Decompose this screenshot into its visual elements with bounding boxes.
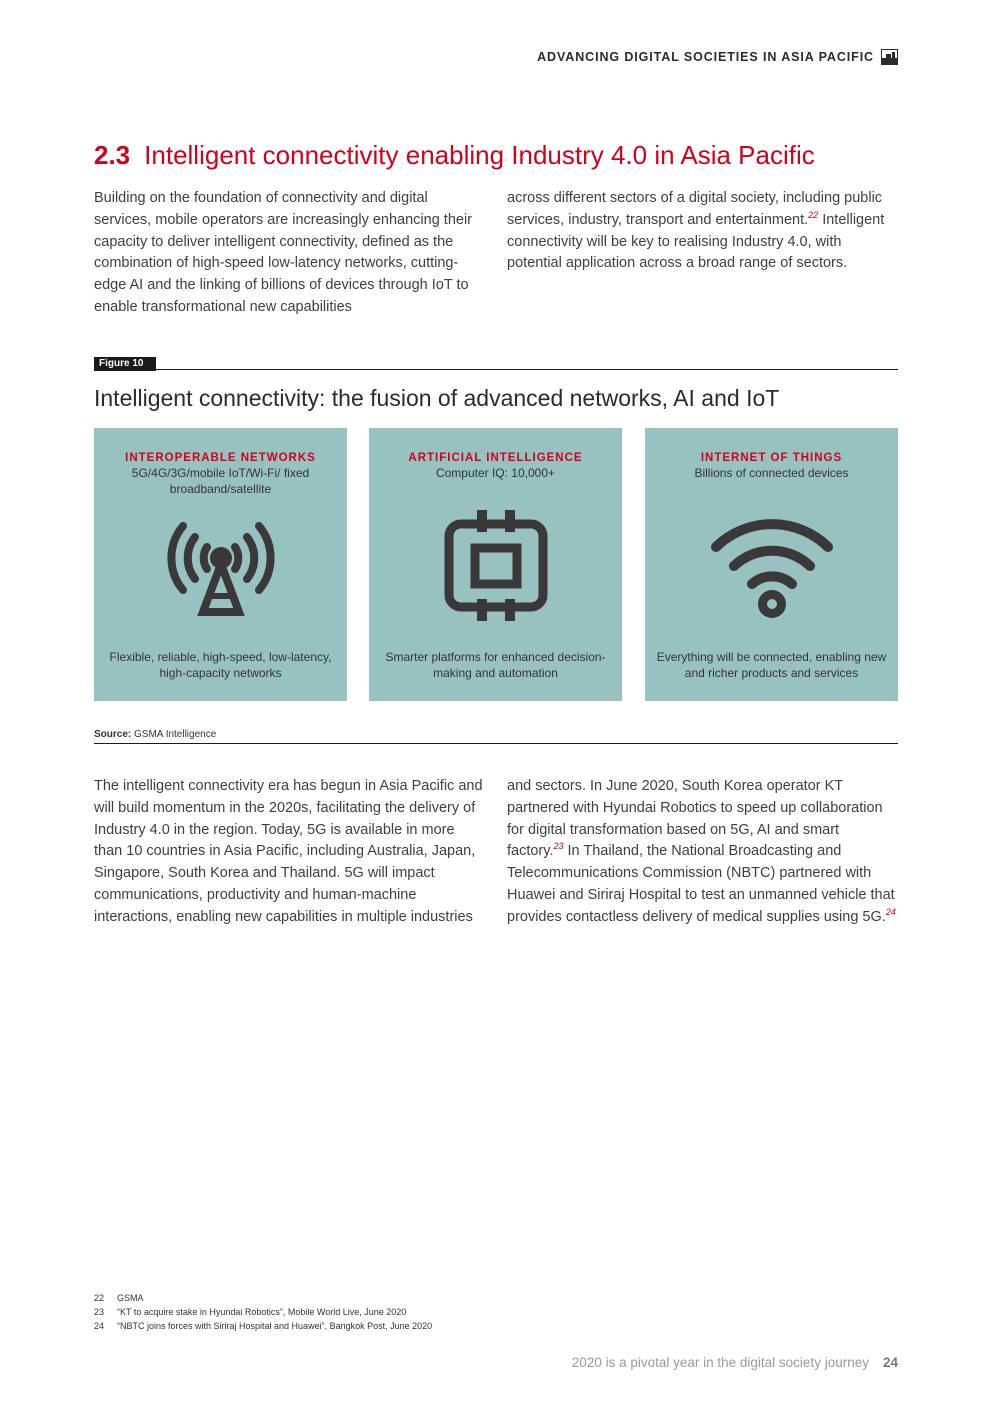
body-text-a: and sectors. In June 2020, South Korea operator KT partnered with Hyundai Robotics to speed up collaboration for digital transformation based on 5G, AI and smart factory. (507, 778, 883, 860)
footnote (94, 1319, 432, 1333)
wifi-icon (710, 508, 834, 618)
section-number: 2.3 (94, 140, 131, 170)
footnote-text: GSMA (117, 1293, 144, 1303)
panel-title: INTERNET OF THINGS (700, 452, 843, 464)
footnote-text: “NBTC joins forces with Siriraj Hospital and Huawei”, Bangkok Post, June 2020 (117, 1321, 433, 1331)
footnote-ref-24[interactable]: 24 (885, 906, 896, 917)
footer-text: 2020 is a pivotal year in the digital society journey (571, 1355, 869, 1370)
running-title: ADVANCING DIGITAL SOCIETIES IN ASIA PACIFIC (537, 50, 874, 64)
figure-label: Figure 10 (94, 357, 156, 371)
footnote-number: 24 (94, 1321, 105, 1331)
footnote (94, 1305, 432, 1319)
panel-subtitle: Billions of connected devices (694, 466, 849, 480)
running-header (537, 49, 898, 65)
section-title: Intelligent connectivity enabling Industry 4.0 in Asia Pacific (144, 140, 815, 170)
page-footer (572, 1355, 898, 1370)
intro-paragraph-left: Building on the foundation of connectivity and digital services, mobile operators are increasingly enhancing their capacity to deliver intelligent connectivity, defined as the combination of high-speed low-latency networks, cutting-edge AI and the linking of billions of devices through IoT to enable transformational new capabilities (94, 190, 472, 315)
panel-title: ARTIFICIAL INTELLIGENCE (408, 452, 583, 464)
panel-title: INTEROPERABLE NETWORKS (125, 452, 316, 464)
intro-text-a: across different sectors of a digital society, including public services, industry, transport and entertainment. (507, 190, 883, 228)
antenna-tower-icon (161, 508, 281, 618)
section-heading (94, 138, 815, 172)
panel-description: Flexible, reliable, high-speed, low-latency, high-capacity networks (109, 650, 332, 680)
footnote-text: “KT to acquire stake in Hyundai Robotics”, Mobile World Live, June 2020 (117, 1307, 407, 1317)
panel-description: Everything will be connected, enabling new and richer products and services (656, 650, 887, 680)
body-paragraph-left: The intelligent connectivity era has begun in Asia Pacific and will build momentum in the 2020s, facilitating the delivery of Industry 4.0 in the region. Today, 5G is available in more than 10 countries in Asia Pacific, including Australia, Japan, Singapore, South Korea and Thailand. 5G will impact communications, productivity and human-machine interactions, enabling new capabilities in multiple industries (94, 778, 483, 925)
figure-top-rule (94, 369, 898, 370)
footnote-ref-23[interactable]: 23 (553, 841, 564, 852)
footnotes (94, 1291, 432, 1333)
footnote-ref-22[interactable]: 22 (808, 209, 819, 220)
figure-title: Intelligent connectivity: the fusion of advanced networks, AI and IoT (94, 385, 780, 411)
chip-icon (441, 508, 551, 623)
footnote-number: 23 (94, 1307, 105, 1317)
panel-description: Smarter platforms for enhanced decision-making and automation (385, 650, 606, 680)
section-marker-icon (881, 49, 898, 65)
page-number: 24 (882, 1355, 898, 1370)
source-text: GSMA Intelligence (131, 729, 217, 740)
source-label: Source: (94, 729, 132, 740)
footnote-number: 22 (94, 1293, 105, 1303)
panel-subtitle: 5G/4G/3G/mobile IoT/Wi-Fi/ fixed broadband/satellite (131, 466, 310, 496)
figure-bottom-rule (94, 743, 898, 744)
panel-ai (369, 428, 622, 701)
footnote (94, 1291, 432, 1305)
panel-networks (94, 428, 347, 701)
intro-text-b: Intelligent connectivity will be key to realising Industry 4.0, with potential application across a broad range of sectors. (507, 211, 885, 272)
body-text-b: In Thailand, the National Broadcasting and Telecommunications Commission (NBTC) partnered with Huawei and Siriraj Hospital to test an unmanned vehicle that provides contactless delivery of medical supplies using 5G. (507, 843, 895, 925)
figure-source (94, 729, 216, 740)
panel-subtitle: Computer IQ: 10,000+ (435, 466, 556, 480)
body-paragraph-right (507, 776, 899, 929)
panel-iot (645, 428, 898, 701)
intro-paragraph-right (507, 188, 899, 275)
